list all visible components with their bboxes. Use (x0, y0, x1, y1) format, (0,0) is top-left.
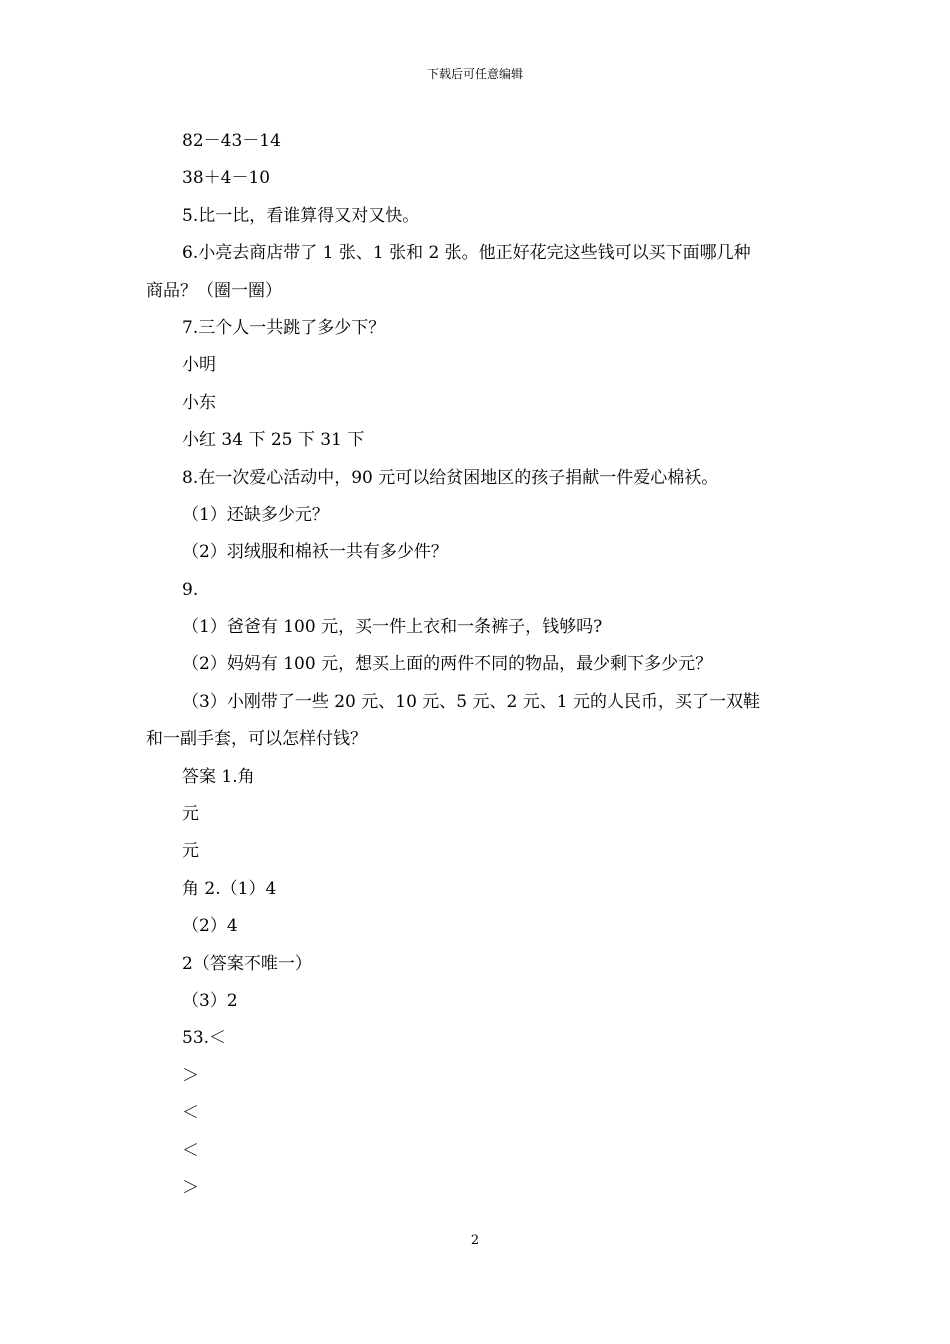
text-line: ＞ (182, 1065, 199, 1086)
text-line: 38＋4－10 (182, 168, 271, 189)
text-line: 角 2.（1）4 (182, 878, 277, 899)
text-line: 53.＜ (182, 1028, 227, 1049)
page-header: 下载后可任意编辑 (426, 67, 523, 81)
text-line: ＜ (182, 1140, 199, 1161)
text-line: （2）妈妈有 100 元，想买上面的两件不同的物品，最少剩下多少元？ (182, 654, 713, 675)
text-line: 2（答案不唯一） (182, 953, 312, 974)
document-body (146, 123, 810, 1207)
text-line: 小东 (182, 392, 216, 413)
text-line: 8.在一次爱心活动中，90 元可以给贫困地区的孩子捐献一件爱心棉袄。 (182, 467, 719, 488)
text-line: （3）小刚带了一些 20 元、10 元、5 元、2 元、1 元的人民币，买了一双鞋 (182, 691, 760, 712)
text-line: ＜ (182, 1103, 199, 1124)
text-line: （3）2 (182, 990, 238, 1011)
text-line: 小红 34 下 25 下 31 下 (182, 430, 365, 451)
text-line: 9. (182, 579, 199, 600)
text-line: 6.小亮去商店带了 1 张、1 张和 2 张。他正好花完这些钱可以买下面哪几种 (182, 243, 751, 264)
text-line: 小明 (182, 355, 216, 376)
text-line: （1）还缺多少元？ (182, 504, 329, 525)
page-number: 2 (470, 1233, 480, 1248)
text-line: 元 (182, 841, 199, 862)
text-line: 82－43－14 (182, 131, 281, 151)
text-line: 元 (182, 804, 199, 825)
text-line: （2）4 (182, 916, 238, 937)
text-line: 答案 1.角 (182, 766, 255, 787)
text-line: 7.三个人一共跳了多少下？ (182, 317, 386, 338)
text-line: 5.比一比，看谁算得又对又快。 (182, 205, 420, 226)
text-line: 和一副手套，可以怎样付钱？ (146, 729, 367, 750)
text-line: （1）爸爸有 100 元，买一件上衣和一条裤子，钱够吗? (182, 617, 603, 638)
text-line: 商品？（圈一圈） (146, 280, 282, 301)
text-line: （2）羽绒服和棉袄一共有多少件？ (182, 542, 448, 563)
text-line: ＞ (182, 1177, 199, 1198)
